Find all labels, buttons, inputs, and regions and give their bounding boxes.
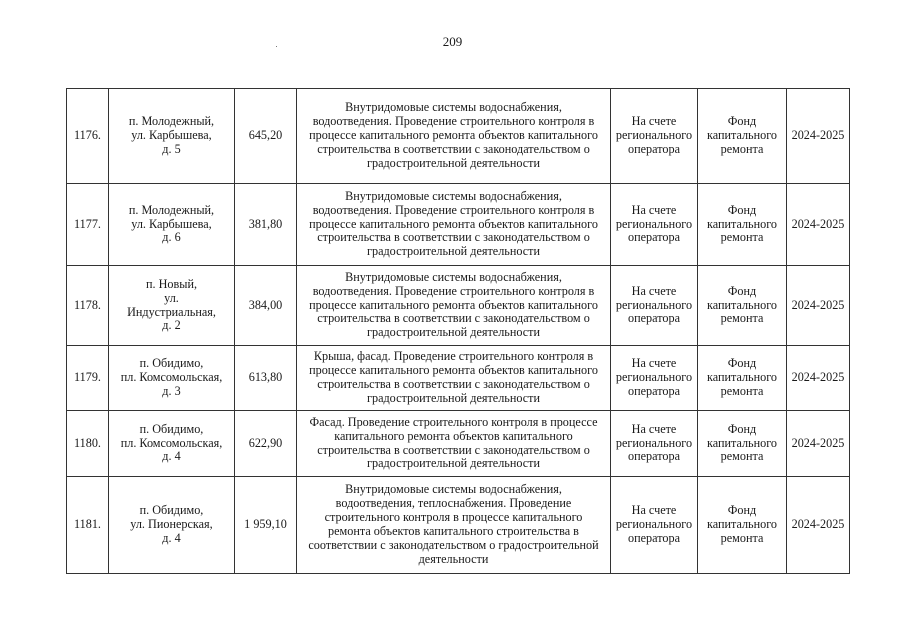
address-cell-line: п. Новый, (145, 276, 198, 291)
address-cell (109, 184, 235, 266)
page-number: 209 (442, 34, 463, 49)
area-cell: 384,00 (235, 266, 297, 346)
works-description-line: градостроительной деятельности (366, 456, 541, 471)
works-description-line: градостроительной деятельности (366, 155, 541, 170)
repair-method-line: капитального (706, 370, 778, 385)
funding-source-line: регионального (615, 297, 693, 312)
works-description-line: водоотведения. Проведение строительного контроля в (312, 114, 595, 129)
works-description-line: капитального ремонта объектов капитального (334, 428, 573, 443)
works-description-line: Внутридомовые системы водоснабжения, (345, 100, 562, 115)
period-cell: 2024-2025 (787, 266, 850, 346)
works-description (297, 184, 611, 266)
repair-method-line: ремонта (720, 141, 764, 156)
repair-method-line: капитального (706, 128, 778, 143)
period-cell: 2024-2025 (787, 89, 850, 184)
address-cell-line: ул. Карбышева, (131, 128, 212, 143)
scan-speck (276, 46, 277, 47)
repair-method-line: ремонта (720, 383, 764, 398)
table-row (67, 89, 850, 184)
funding-source (611, 411, 698, 477)
address-cell-line: д. 2 (162, 318, 181, 333)
funding-source-line: оператора (628, 530, 680, 545)
repair-method (698, 184, 787, 266)
repair-method-line: Фонд (727, 503, 757, 518)
period-cell: 2024-2025 (787, 346, 850, 411)
repair-method-line: капитального (706, 297, 778, 312)
address-cell (109, 346, 235, 411)
repair-works-table (66, 88, 850, 574)
period-cell: 2024-2025 (787, 477, 850, 574)
address-cell-line: ул. Карбышева, (131, 216, 212, 231)
repair-method-line: ремонта (720, 449, 764, 464)
works-description-line: градостроительной деятельности (366, 244, 541, 259)
works-description-line: Внутридомовые системы водоснабжения, (345, 188, 562, 203)
works-description (297, 266, 611, 346)
address-cell-line: д. 3 (162, 383, 181, 398)
repair-method-line: ремонта (720, 311, 764, 326)
funding-source-line: оператора (628, 230, 680, 245)
repair-method-line: Фонд (727, 283, 757, 298)
repair-method-line: капитального (706, 517, 778, 532)
works-description-line: процессе капитального ремонта объектов капитального (309, 128, 598, 143)
repair-method-line: Фонд (727, 356, 757, 371)
address-cell-line: п. Молодежный, (128, 114, 215, 129)
area-cell: 1 959,10 (235, 477, 297, 574)
funding-source-line: регионального (615, 128, 693, 143)
table-row (67, 411, 850, 477)
works-description-line: процессе капитального ремонта объектов капитального (309, 216, 598, 231)
address-cell (109, 266, 235, 346)
funding-source-line: оператора (628, 141, 680, 156)
works-description-line: ремонта объектов капитального строительства в (328, 524, 579, 538)
funding-source-line: регионального (615, 370, 693, 385)
row-number: 1178. (67, 266, 109, 346)
works-description-line: строительства в соответствии с законодательством о (317, 442, 590, 457)
works-description (297, 411, 611, 477)
address-cell-line: ул. (164, 290, 179, 305)
works-description-line: строительного контроля в процессе капитального (324, 510, 583, 525)
repair-method-line: Фонд (727, 202, 757, 217)
repair-method-line: Фонд (727, 421, 757, 436)
works-description-line: водоотведения. Проведение строительного контроля в (312, 202, 595, 217)
repair-method (698, 266, 787, 346)
funding-source-line: На счете (631, 421, 677, 436)
works-description-line: процессе капитального ремонта объектов капитального (309, 297, 598, 312)
funding-source-line: На счете (631, 503, 677, 518)
works-description-line: Фасад. Проведение строительного контроля в процессе (309, 414, 598, 429)
funding-source-line: регионального (615, 216, 693, 231)
funding-source-line: регионального (615, 435, 693, 450)
address-cell-line: п. Молодежный, (128, 202, 215, 217)
works-description-line: Крыша, фасад. Проведение строительного контроля в (313, 349, 594, 364)
address-cell (109, 89, 235, 184)
repair-method (698, 411, 787, 477)
repair-method (698, 477, 787, 574)
funding-source (611, 184, 698, 266)
address-cell-line: д. 4 (162, 449, 181, 464)
funding-source (611, 89, 698, 184)
address-cell-line: п. Обидимо, (139, 421, 204, 436)
funding-source-line: На счете (631, 202, 677, 217)
address-cell-line: д. 4 (162, 530, 181, 545)
period-cell: 2024-2025 (787, 184, 850, 266)
funding-source-line: оператора (628, 449, 680, 464)
repair-method (698, 346, 787, 411)
repair-method-line: ремонта (720, 530, 764, 545)
works-description (297, 89, 611, 184)
area-cell: 381,80 (235, 184, 297, 266)
funding-source-line: оператора (628, 383, 680, 398)
works-description-line: строительства в соответствии с законодательством о (317, 377, 590, 391)
funding-source (611, 266, 698, 346)
row-number: 1177. (67, 184, 109, 266)
area-cell: 622,90 (235, 411, 297, 477)
address-cell (109, 411, 235, 477)
row-number: 1181. (67, 477, 109, 574)
repair-method (698, 89, 787, 184)
works-description-line: Внутридомовые системы водоснабжения, (345, 269, 562, 284)
address-cell-line: пл. Комсомольская, (120, 435, 223, 450)
row-number: 1176. (67, 89, 109, 184)
works-description-line: деятельности (418, 551, 489, 566)
works-description-line: градостроительной деятельности (366, 325, 541, 340)
table-row (67, 477, 850, 574)
works-description-line: градостроительной деятельности (366, 390, 541, 405)
address-cell-line: ул. Пионерская, (130, 517, 213, 532)
repair-method-line: Фонд (727, 114, 757, 129)
works-description (297, 346, 611, 411)
funding-source (611, 346, 698, 411)
funding-source-line: На счете (631, 356, 677, 371)
works-description-line: водоотведения. Проведение строительного контроля в (312, 283, 595, 298)
address-cell-line: Индустриальная, (127, 304, 216, 319)
address-cell-line: д. 6 (162, 230, 181, 245)
area-cell: 645,20 (235, 89, 297, 184)
funding-source (611, 477, 698, 574)
table-row (67, 184, 850, 266)
repair-method-line: ремонта (720, 230, 764, 245)
table-row (67, 346, 850, 411)
row-number: 1179. (67, 346, 109, 411)
works-description-line: строительства в соответствии с законодательством о (317, 230, 590, 245)
works-description-line: водоотведения, теплоснабжения. Проведение (335, 496, 572, 511)
works-description-line: строительства в соответствии с законодательством о (317, 311, 590, 326)
address-cell-line: п. Обидимо, (139, 503, 204, 518)
works-description (297, 477, 611, 574)
repair-method-line: капитального (706, 435, 778, 450)
funding-source-line: На счете (631, 283, 677, 298)
address-cell-line: д. 5 (162, 141, 181, 156)
funding-source-line: регионального (615, 517, 693, 532)
works-description-line: соответствии с законодательством о градостроительной (308, 537, 599, 552)
works-description-line: процессе капитального ремонта объектов капитального (309, 363, 598, 378)
funding-source-line: На счете (631, 114, 677, 129)
repair-method-line: капитального (706, 216, 778, 231)
address-cell-line: п. Обидимо, (139, 356, 204, 371)
row-number: 1180. (67, 411, 109, 477)
table-row (67, 266, 850, 346)
area-cell: 613,80 (235, 346, 297, 411)
address-cell (109, 477, 235, 574)
address-cell-line: пл. Комсомольская, (120, 370, 223, 385)
works-description-line: Внутридомовые системы водоснабжения, (345, 482, 562, 497)
works-description-line: строительства в соответствии с законодательством о (317, 141, 590, 156)
funding-source-line: оператора (628, 311, 680, 326)
period-cell: 2024-2025 (787, 411, 850, 477)
